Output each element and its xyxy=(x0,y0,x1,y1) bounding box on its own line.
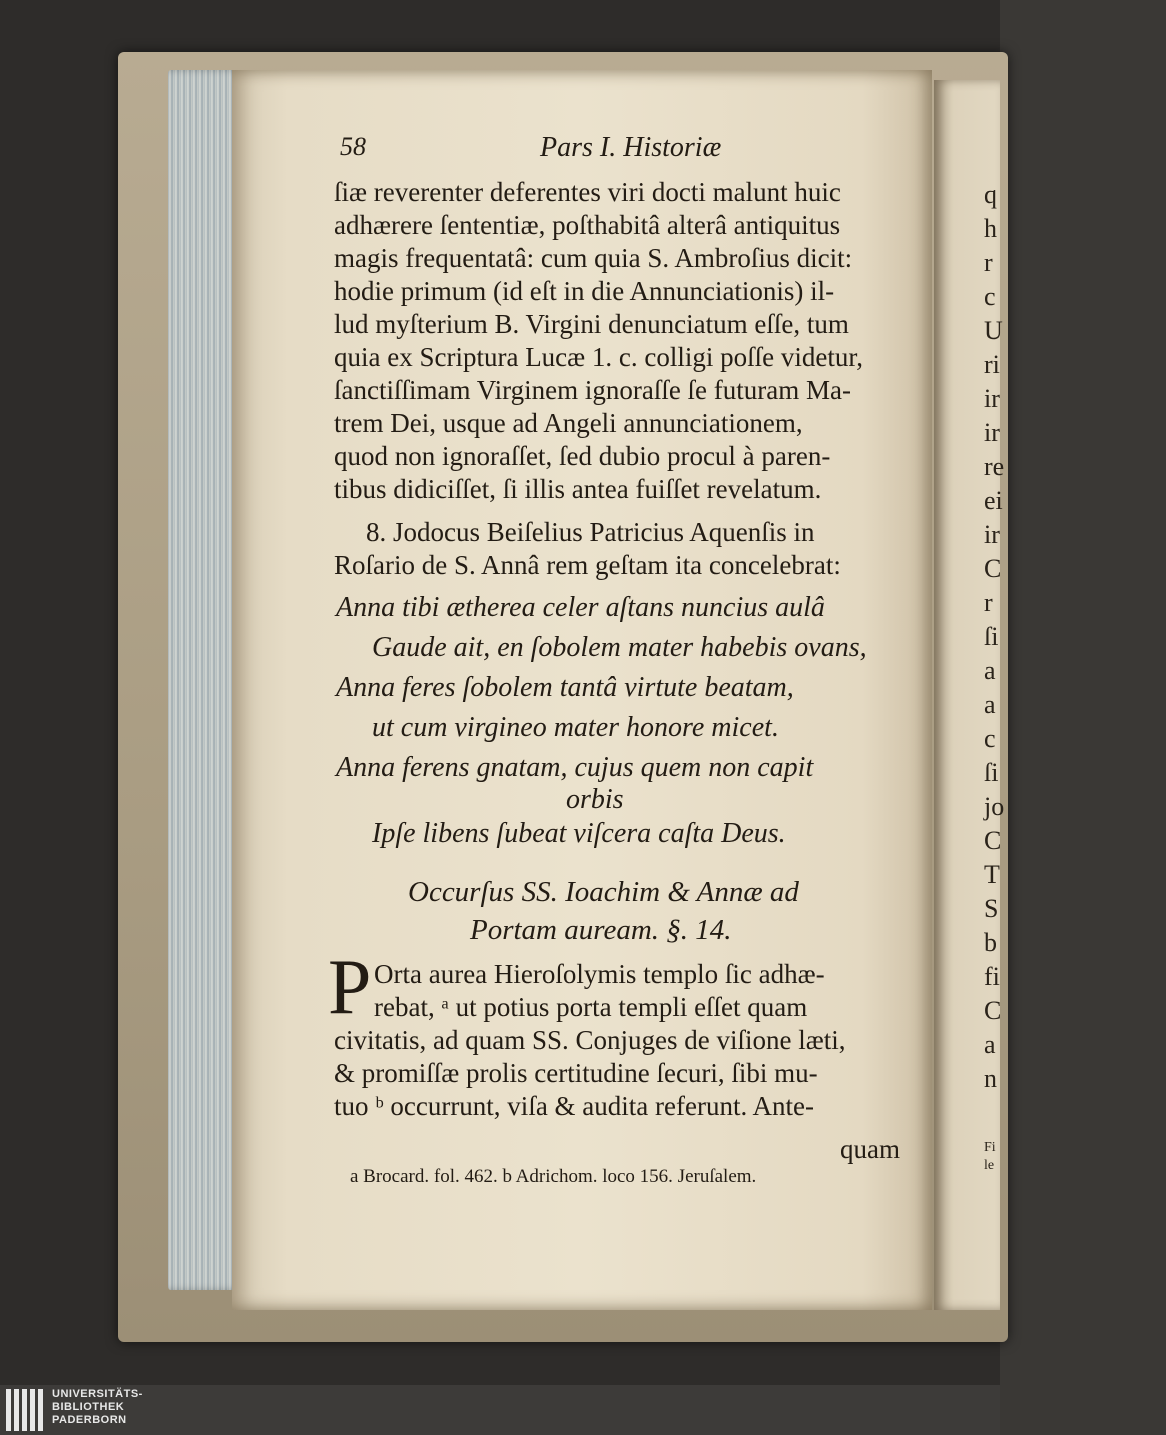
facing-page-edge xyxy=(934,80,1005,1310)
facing-page-fragment: a xyxy=(984,690,996,719)
verse-line: Anna tibi ætherea celer aſtans nuncius aulâ xyxy=(336,592,825,623)
library-footer xyxy=(0,1385,1000,1435)
facing-page-fragment: ir xyxy=(984,520,1000,549)
facing-page-fragment: r xyxy=(984,248,993,277)
section-heading: Occurſus SS. Ioachim & Annæ ad xyxy=(408,876,799,908)
facing-page-fragment: C xyxy=(984,826,1002,855)
text-line: 8. Jodocus Beiſelius Patricius Aquenſis in xyxy=(366,517,815,547)
text-line: adhærere ſententiæ, poſthabitâ alterâ antiquitus xyxy=(334,210,841,240)
verse-line: Gaude ait, en ſobolem mater habebis ovans, xyxy=(372,632,867,663)
facing-page-fragment: a xyxy=(984,1030,996,1059)
verse-line: Ipſe libens ſubeat viſcera caſta Deus. xyxy=(372,818,786,849)
running-head xyxy=(340,132,900,172)
facing-page-fragment: h xyxy=(984,214,997,243)
section-heading: Portam auream. §. 14. xyxy=(470,914,732,946)
facing-page-fragment: c xyxy=(984,724,996,753)
facing-page-fragment: ir xyxy=(984,418,1000,447)
facing-page-fragment: C xyxy=(984,996,1002,1025)
paragraph-2 xyxy=(334,516,904,582)
facing-page-fragment: ei xyxy=(984,486,1003,515)
facing-page-fragment: n xyxy=(984,1064,997,1093)
text-line: ſiæ reverenter deferentes viri docti malunt huic xyxy=(334,177,841,207)
text-line: magis frequentatâ: cum quia S. Ambroſius dicit: xyxy=(334,243,853,273)
facing-page-fragment: ſi xyxy=(984,758,999,787)
library-name-line: BIBLIOTHEK xyxy=(52,1401,125,1413)
text-line: rebat, ᵃ ut potius porta templi eſſet quam xyxy=(374,992,808,1022)
text-line: & promiſſæ prolis certitudine ſecuri, ſibi mu- xyxy=(334,1058,818,1088)
verse-line: orbis xyxy=(566,784,624,815)
facing-page-fragment: a xyxy=(984,656,996,685)
running-title: Pars I. Historiæ xyxy=(540,132,722,163)
text-line: lud myſterium B. Virgini denunciatum eſſe, tum xyxy=(334,309,849,339)
facing-page-fragment: fi xyxy=(984,962,1000,991)
drop-cap: P xyxy=(328,943,372,1030)
footnote: a Brocard. fol. 462. b Adrichom. loco 156. Jeruſalem. xyxy=(350,1166,757,1187)
text-line: Roſario de S. Annâ rem geſtam ita concelebrat: xyxy=(334,550,841,580)
verse-line: Anna feres ſobolem tantâ virtute beatam, xyxy=(336,672,794,703)
facing-page-fragment: q xyxy=(984,180,997,209)
facing-page-fragment: U xyxy=(984,316,1003,345)
facing-page-fragment: ſi xyxy=(984,622,999,651)
library-logo-icon xyxy=(6,1389,46,1431)
facing-page-fragment: le xyxy=(984,1158,995,1173)
text-line: quod non ignoraſſet, ſed dubio procul à paren- xyxy=(334,441,831,471)
facing-page-fragment: b xyxy=(984,928,997,957)
library-name-line: UNIVERSITÄTS- xyxy=(52,1388,143,1400)
facing-page-fragment: S xyxy=(984,894,999,923)
verse-line: Anna ferens gnatam, cujus quem non capit xyxy=(336,752,814,783)
text-line: hodie primum (id eſt in die Annunciationis) il- xyxy=(334,276,835,306)
paragraph-3 xyxy=(334,958,904,1123)
library-name xyxy=(52,1388,143,1427)
facing-page-fragment: c xyxy=(984,282,996,311)
facing-page-fragment: Fi xyxy=(984,1140,996,1155)
facing-page-fragment: T xyxy=(984,860,1000,889)
verse-line: ut cum virgineo mater honore micet. xyxy=(372,712,779,743)
facing-page-fragment: r xyxy=(984,588,993,617)
catchword: quam xyxy=(840,1134,900,1164)
page-number: 58 xyxy=(340,132,366,161)
text-line: Orta aurea Hieroſolymis templo ſic adhæ- xyxy=(374,959,825,989)
text-line: trem Dei, usque ad Angeli annunciationem, xyxy=(334,408,803,438)
facing-page-fragment: re xyxy=(984,452,1005,481)
paragraph-1 xyxy=(334,176,904,506)
text-line: tibus didiciſſet, ſi illis antea fuiſſet revelatum. xyxy=(334,474,822,504)
text-line: civitatis, ad quam SS. Conjuges de viſione læti, xyxy=(334,1025,846,1055)
text-line: quia ex Scriptura Lucæ 1. c. colligi poſſe videtur, xyxy=(334,342,864,372)
library-name-line: PADERBORN xyxy=(52,1414,127,1426)
text-line: ſanctiſſimam Virginem ignoraſſe ſe futuram Ma- xyxy=(334,375,851,405)
text-line: tuo ᵇ occurrunt, viſa & audita referunt. Ante- xyxy=(334,1091,814,1121)
facing-page-fragment: ir xyxy=(984,384,1000,413)
facing-page-fragment: C xyxy=(984,554,1002,583)
facing-page-fragment: jo xyxy=(984,792,1005,821)
facing-page-fragment: ri xyxy=(984,350,1000,379)
